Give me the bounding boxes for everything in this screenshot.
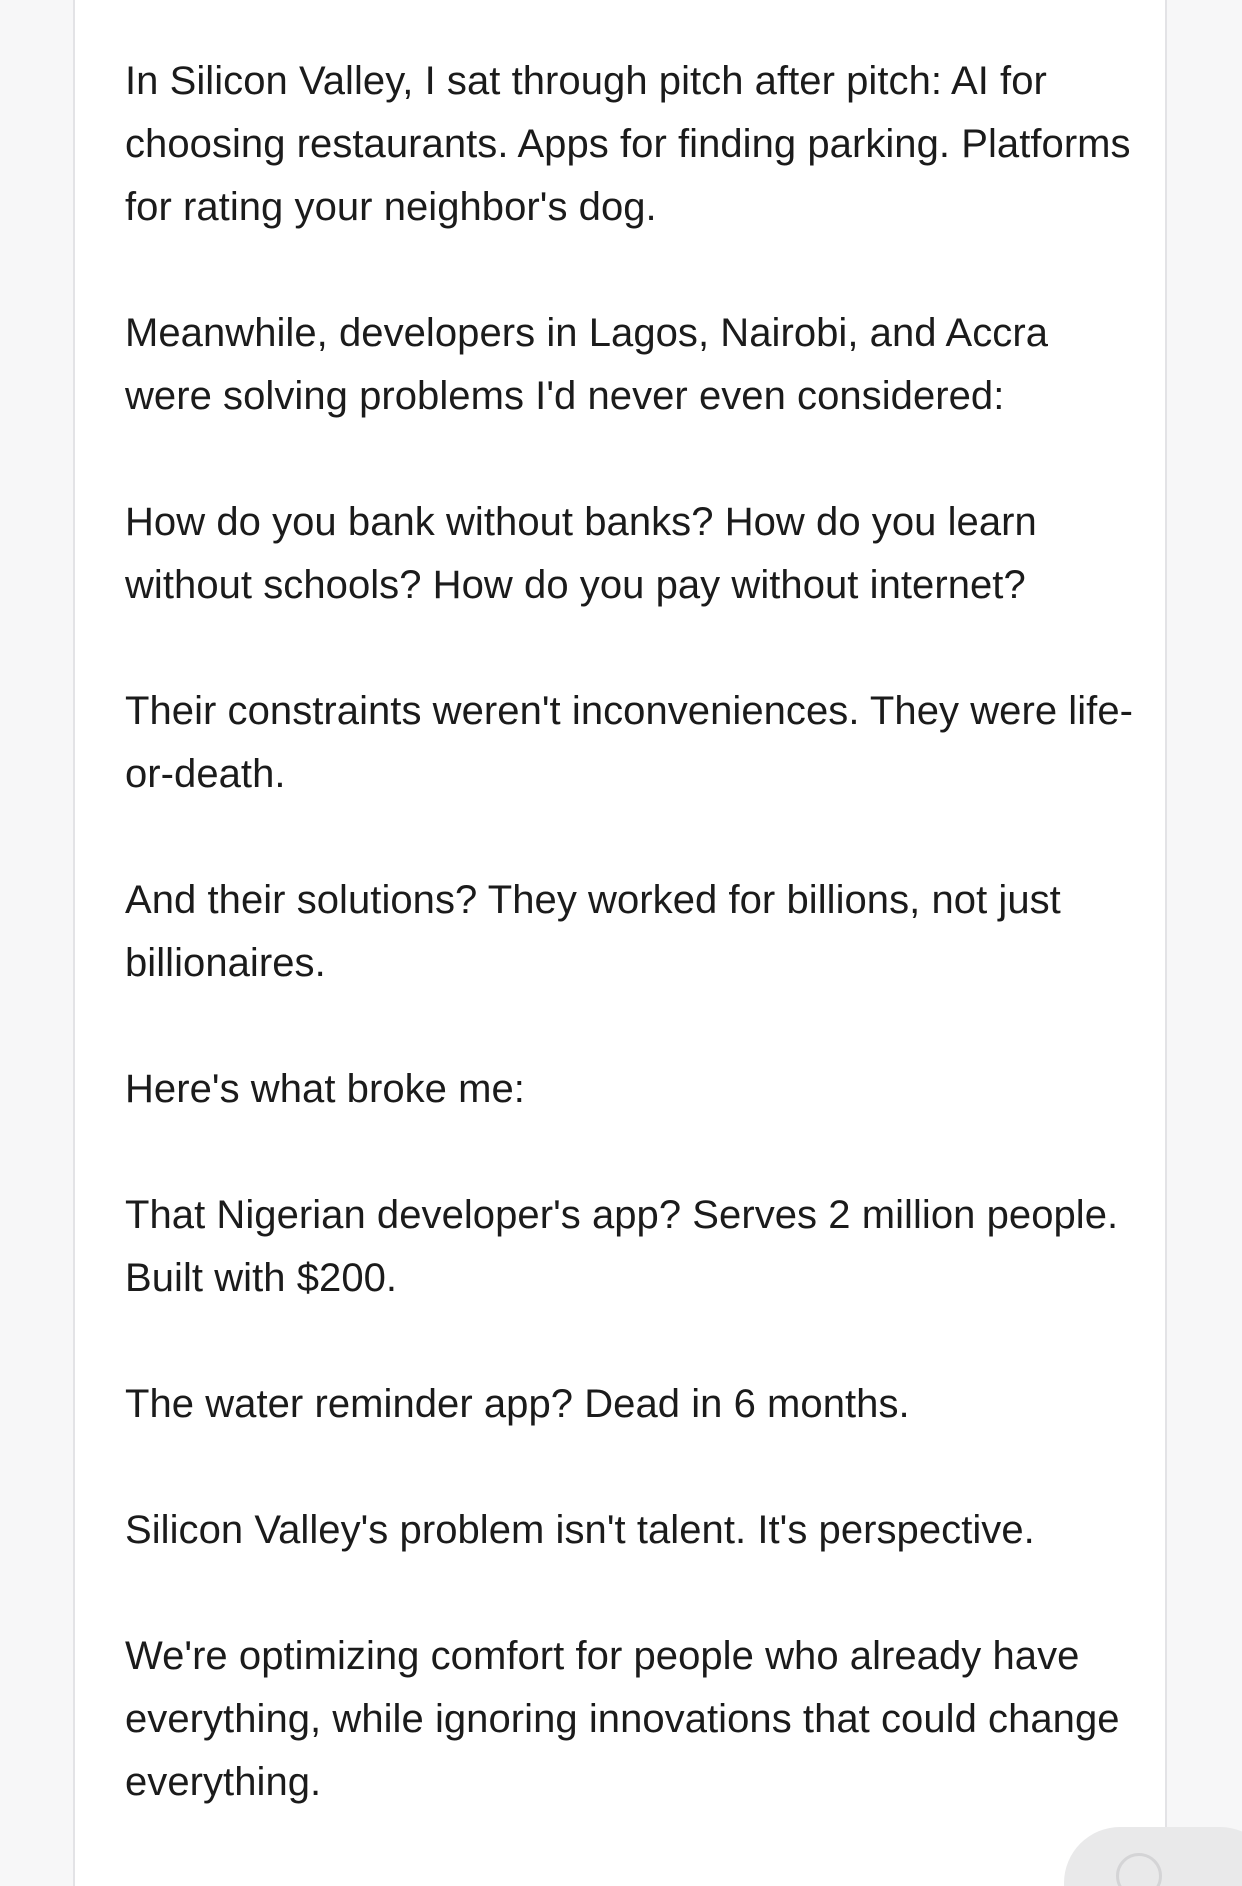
floating-action-button[interactable]: [1064, 1827, 1242, 1886]
post-paragraph: The water reminder app? Dead in 6 months.: [125, 1382, 910, 1426]
post-paragraph: And their solutions? They worked for billions, not just billionaires.: [125, 878, 1061, 985]
post-paragraph: We're optimizing comfort for people who already have everything, while ignoring innovations that could change everything.: [125, 1634, 1120, 1804]
post-paragraph: Their constraints weren't inconveniences. They were life-or-death.: [125, 689, 1133, 796]
post-paragraph: How do you bank without banks? How do you learn without schools? How do you pay without internet?: [125, 500, 1037, 607]
chevron-icon: [1116, 1853, 1162, 1886]
post-body: [125, 50, 1135, 1877]
post-paragraph: Here's what broke me:: [125, 1067, 525, 1111]
post-paragraph: That Nigerian developer's app? Serves 2 million people. Built with $200.: [125, 1193, 1119, 1300]
post-paragraph: Meanwhile, developers in Lagos, Nairobi, and Accra were solving problems I'd never even considered:: [125, 311, 1049, 418]
post-card: [73, 0, 1167, 1886]
post-paragraph: In Silicon Valley, I sat through pitch after pitch: AI for choosing restaurants. Apps for finding parking. Platforms for rating your neighbor's dog.: [125, 59, 1131, 229]
post-paragraph: Silicon Valley's problem isn't talent. It's perspective.: [125, 1508, 1035, 1552]
